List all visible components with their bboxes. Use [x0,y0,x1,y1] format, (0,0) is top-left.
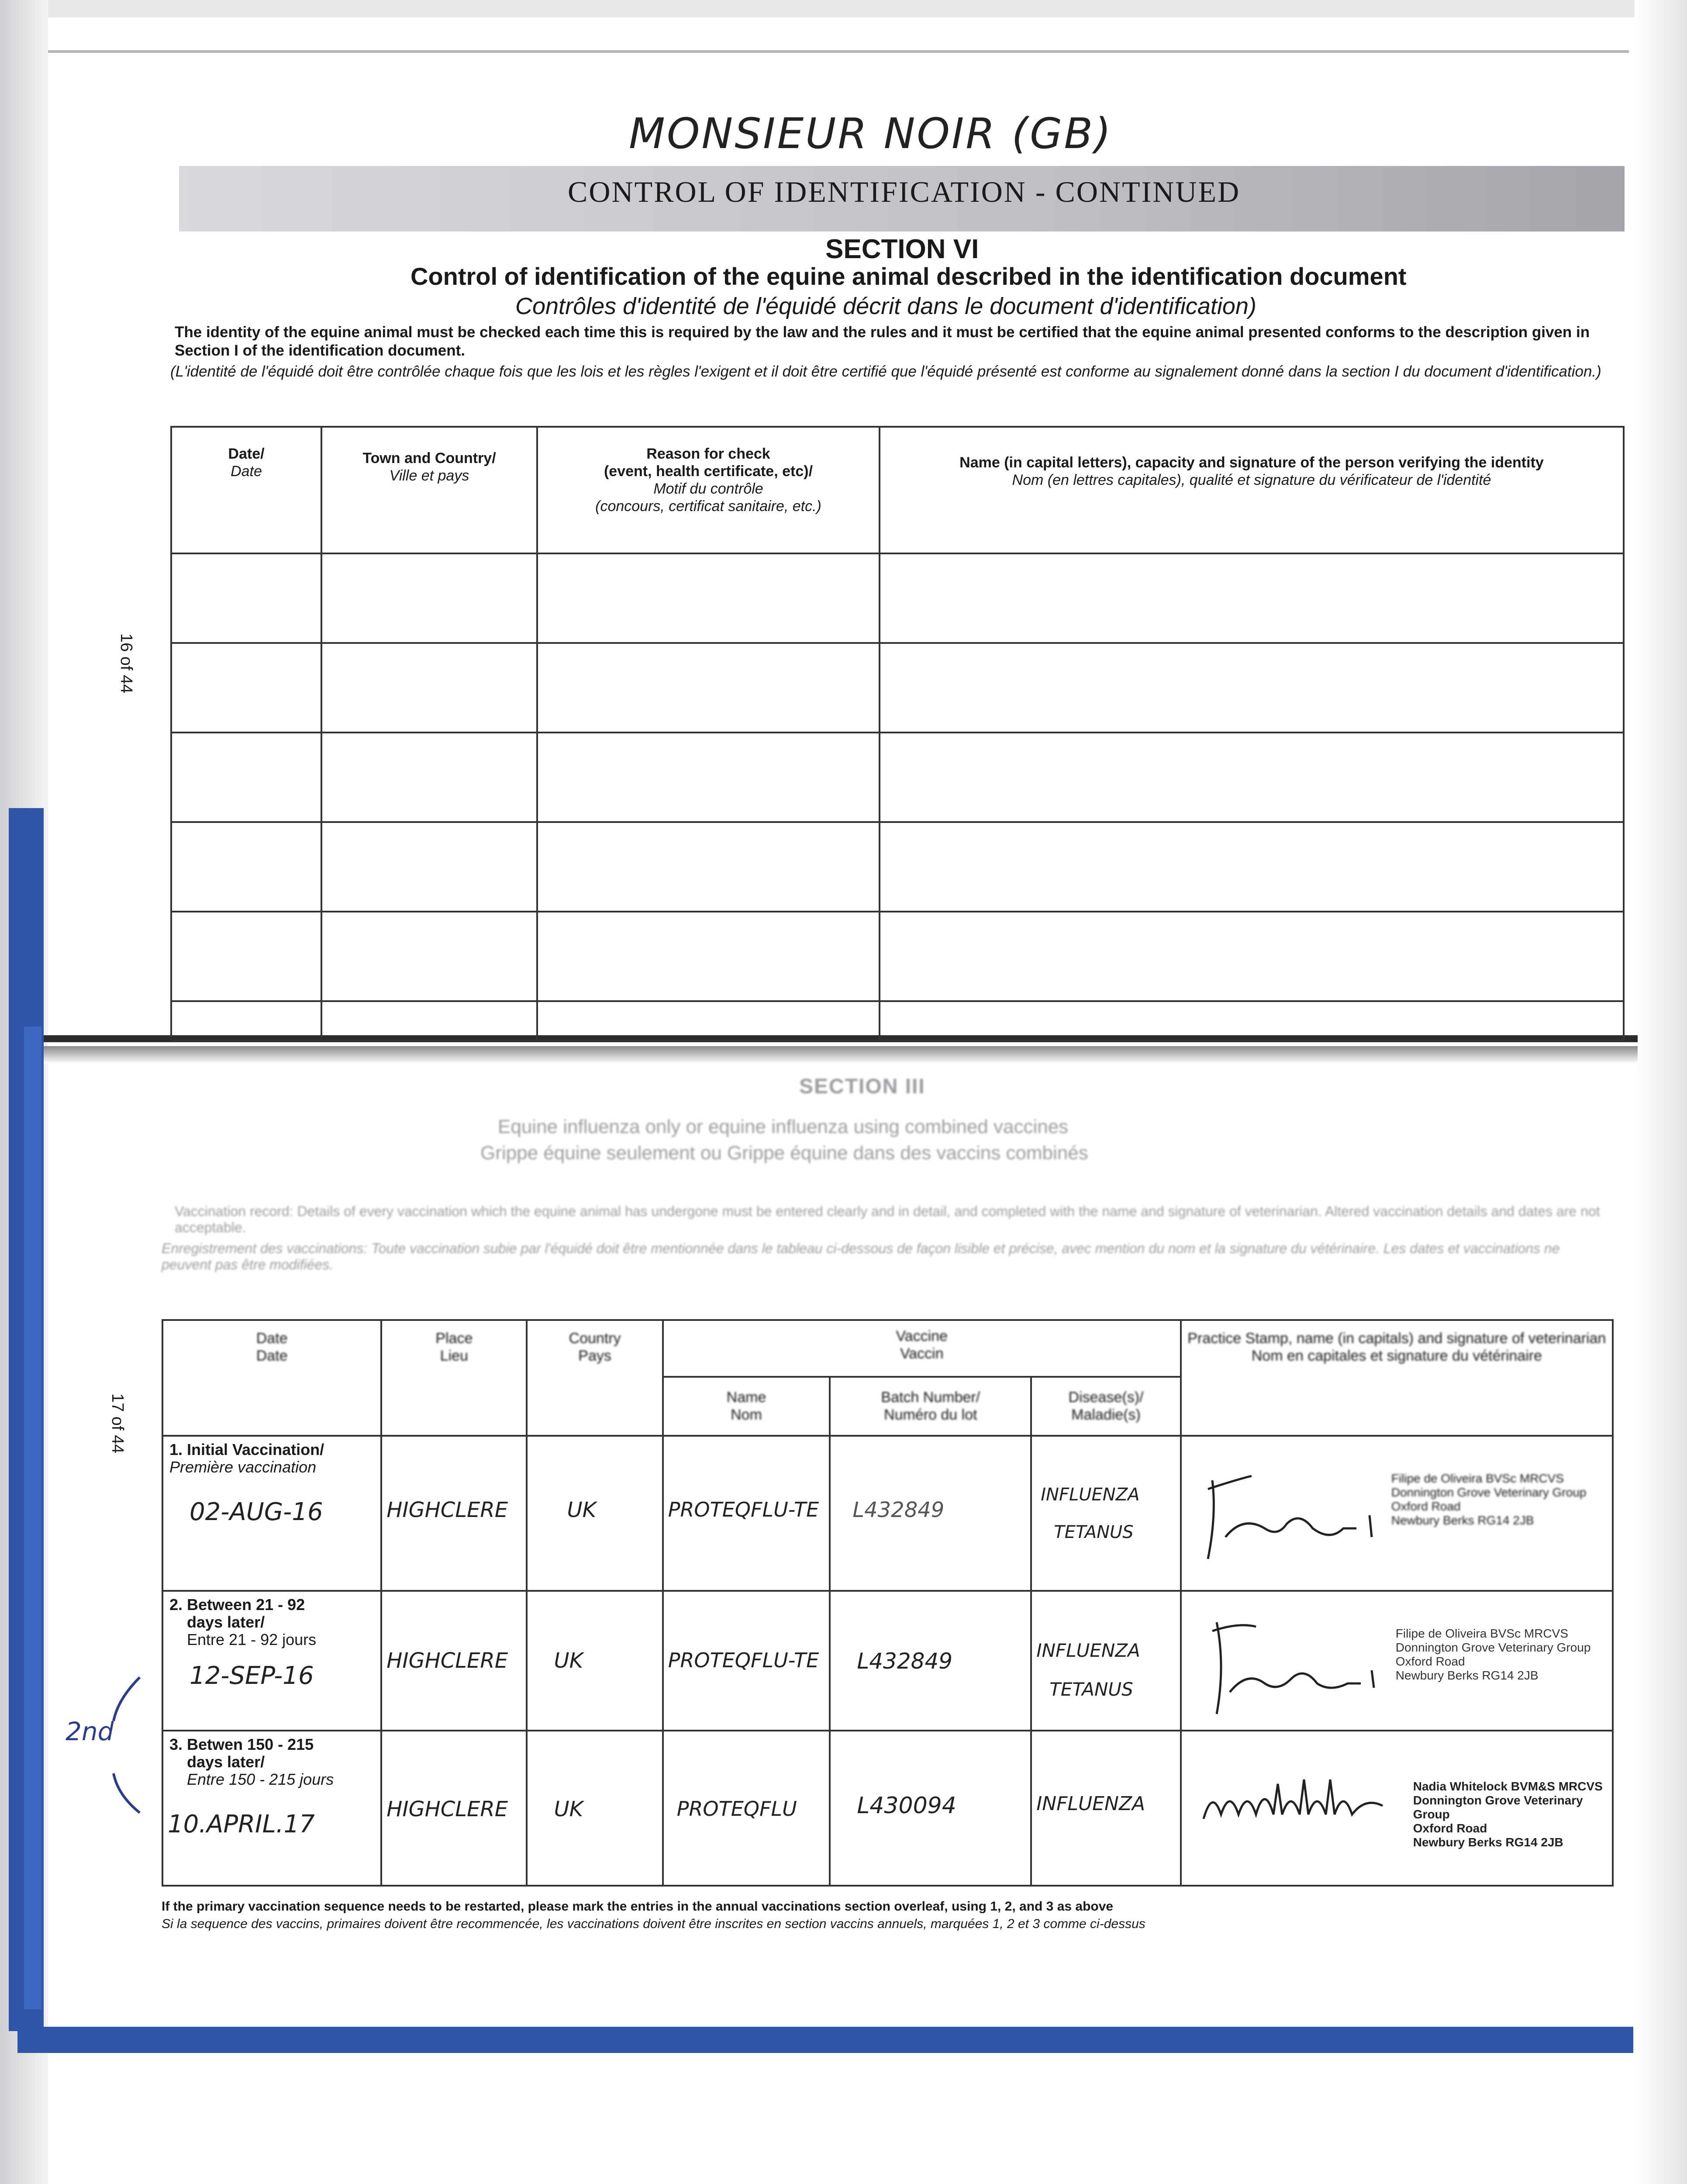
vac-row-1-disease-1: INFLUENZA [1041,1485,1140,1505]
col-date-fr: Date [231,463,262,480]
section-vi-intro-fr: (L'identité de l'équidé doit être contrôlée chaque fois que les lois et les règles l'exigent et il doit être certifié que l'équidé présenté est conforme au signalement donné dans la section I du document d'identification.) [170,363,1601,380]
vac-col-vaccine-en: Vaccine [896,1328,948,1344]
vac-col-country-fr: Pays [578,1348,611,1364]
identity-check-row [171,912,1624,1001]
vaccination-record-fr: Enregistrement des vaccinations: Toute vaccination subie par l'équidé doit être mentionnée dans le tableau ci-dessous de façon lisible et précise, avec mention du nom et la signature du vétérinaire. Les dates et vaccinations ne peuvent pas être modifiées. [162,1241,1560,1272]
identity-check-row [171,733,1624,822]
vet-1-road: Oxford Road [1391,1500,1461,1513]
section-iii-heading-en: Equine influenza only or equine influenza using combined vaccines [498,1116,1069,1137]
vet-signature-3 [1199,1771,1404,1836]
vac-col-batch-en: Batch Number/ [881,1389,980,1406]
identity-check-table [170,426,1625,1041]
vet-1-town: Newbury Berks RG14 2JB [1391,1514,1534,1527]
col-reason-en: Reason for check [646,446,770,462]
col-verifier-fr: Nom (en lettres capitales), qualité et signature du vérificateur de l'identité [1012,472,1491,488]
scan-edge-top [0,0,1687,17]
identity-check-header-row [171,427,1624,553]
identity-check-row [171,1001,1624,1040]
vac-col-stamp-en: Practice Stamp, name (in capitals) and signature of veterinarian [1187,1330,1606,1347]
vac-row-2-label-days: days later/ [187,1613,265,1631]
vac-row-3-country-cell [527,1731,662,1886]
vac-row-3-disease-1: INFLUENZA [1036,1793,1145,1815]
identity-check-row [171,822,1624,912]
vac-row-2-place-cell [381,1591,527,1731]
vac-col-country-en: Country [569,1330,621,1347]
vac-row-1-date: 02-AUG-16 [190,1498,323,1526]
vac-col-disease-header [1031,1377,1181,1436]
vac-col-stamp-fr: Nom en capitales et signature du vétérinaire [1251,1348,1542,1364]
booklet-edge [48,50,1629,53]
vac-row-1-disease-2: TETANUS [1054,1522,1134,1542]
vac-col-disease-fr: Maladie(s) [1071,1406,1141,1423]
identity-check-row [171,553,1624,643]
vet-signature-1 [1199,1463,1383,1568]
vac-row-2-stamp-cell [1181,1591,1613,1731]
vac-col-place-en: Place [435,1330,473,1347]
vaccination-row-2 [162,1591,1613,1731]
vet-1-name: Filipe de Oliveira BVSc MRCVS [1391,1472,1564,1485]
vac-row-2-country: UK [554,1648,583,1673]
vac-row-1-stamp-cell [1181,1436,1613,1591]
vac-row-1-place: HIGHCLERE [386,1498,508,1522]
vac-row-2-date: 12-SEP-16 [190,1662,314,1690]
vac-col-vaccine-header [663,1320,1181,1377]
vac-row-3-date-cell [162,1731,381,1886]
vet-2-name: Filipe de Oliveira BVSc MRCVS [1395,1627,1568,1640]
vac-row-1-disease-cell [1031,1436,1181,1591]
vac-row-3-batch: L430094 [857,1793,956,1819]
vac-row-3-date: 10.APRIL.17 [168,1810,315,1838]
vac-row-1-batch-cell [830,1436,1031,1591]
vac-row-2-vaccine-cell [663,1591,830,1731]
col-date-header [171,427,321,553]
vac-col-name-en: Name [726,1389,766,1406]
col-town-header [321,427,537,553]
vac-row-1-place-cell [381,1436,527,1591]
vac-row-2-vaccine: PROTEQFLU-TE [668,1648,819,1672]
vac-row-3-place: HIGHCLERE [386,1797,508,1821]
vac-row-3-vaccine: PROTEQFLU [676,1797,797,1821]
section-vi-heading-fr: Contrôles d'identité de l'équidé décrit dans le document d'identification) [515,293,1256,319]
vac-col-batch-header [830,1377,1031,1436]
footer-note-fr: Si la sequence des vaccins, primaires doivent être recommencée, les vaccinations doivent être inscrites en section vaccins annuels, marquées 1, 2 et 3 comme ci-dessus [162,1917,1145,1931]
vac-row-1-label-en: 1. Initial Vaccination/ [169,1441,324,1458]
vet-3-road: Oxford Road [1413,1821,1487,1835]
vac-col-country-header [527,1320,662,1436]
vac-row-3-country: UK [554,1797,583,1821]
margin-note: 2nd [66,1717,114,1746]
col-town-fr: Ville et pays [389,467,469,484]
section-iii-heading-fr: Grippe équine seulement ou Grippe équine dans des vaccins combinés [480,1142,1088,1164]
vet-3-practice: Donnington Grove Veterinary Group [1413,1794,1583,1821]
vet-2-practice: Donnington Grove Veterinary Group [1395,1641,1591,1654]
vac-row-2-disease-1: INFLUENZA [1036,1640,1140,1661]
page-number-16: 16 of 44 [117,633,135,694]
vac-row-1-vaccine-cell [663,1436,830,1591]
vac-col-place-header [381,1320,527,1436]
vac-row-3-place-cell [381,1731,527,1886]
vac-row-3-label-days: days later/ [187,1753,265,1771]
vac-col-date-fr: Date [256,1348,288,1364]
vac-row-3-batch-cell [830,1731,1031,1886]
col-reason-fr2: (concours, certificat sanitaire, etc.) [595,498,821,515]
section-vi-intro-en: The identity of the equine animal must be checked each time this is required by the law and the rules and it must be certified that the equine animal presented conforms to the description given in Section I of the identification document. [175,324,1590,359]
vaccination-row-3 [162,1731,1613,1886]
vac-col-stamp-header [1181,1320,1613,1436]
handwritten-horse-name: MONSIEUR NOIR (GB) [629,109,1113,158]
vac-row-3-disease-cell [1031,1731,1181,1886]
vac-row-1-country: UK [567,1498,597,1522]
section-vi-heading-en: Control of identification of the equine animal described in the identification document [411,263,1407,290]
page-fold-shadow [44,1046,1638,1064]
vaccination-header-row-1 [162,1320,1613,1377]
col-town-en: Town and Country/ [362,450,496,467]
passport-cover-bottom [17,2027,1633,2053]
col-reason-fr: Motif du contrôle [653,480,763,497]
vac-col-name-fr: Nom [731,1406,762,1423]
page-number-17: 17 of 44 [108,1393,127,1454]
vac-col-place-fr: Lieu [440,1348,468,1364]
vet-signature-2 [1199,1614,1383,1718]
vac-col-vaccine-fr: Vaccin [900,1345,944,1362]
identity-check-row [171,643,1624,733]
vac-row-3-stamp-cell [1181,1731,1613,1886]
passport-cover-spine-inner [24,1026,41,2009]
vac-row-2-disease-2: TETANUS [1049,1679,1133,1700]
vac-row-3-label-en: 3. Betwen 150 - 215 [169,1735,314,1753]
col-verifier-en: Name (in capital letters), capacity and signature of the person verifying the identity [959,454,1544,471]
vaccination-record-en: Vaccination record: Details of every vaccination which the equine animal has undergone must be entered clearly and in detail, and completed with the name and signature of veterinarian. Altered vaccination details and dates are not acceptable. [175,1203,1600,1235]
section-band-title: CONTROL OF IDENTIFICATION - CONTINUED [568,175,1241,208]
vac-col-date-en: Date [256,1330,288,1347]
vac-row-1-vaccine: PROTEQFLU-TE [668,1498,819,1521]
vac-row-1-label-fr: Première vaccination [169,1458,317,1476]
vet-1-practice: Donnington Grove Veterinary Group [1391,1486,1587,1499]
footer-note-en: If the primary vaccination sequence needs to be restarted, please mark the entries in the annual vaccinations section overleaf, using 1, 2, and 3 as above [162,1899,1114,1914]
col-reason-header [537,427,880,553]
vet-2-road: Oxford Road [1395,1655,1465,1668]
vet-3-name: Nadia Whitelock BVM&S MRCVS [1413,1780,1603,1793]
col-verifier-header [880,427,1624,553]
vaccination-table [162,1319,1614,1887]
vac-row-2-disease-cell [1031,1591,1181,1731]
section-vi-label: SECTION VI [825,234,979,264]
vet-2-town: Newbury Berks RG14 2JB [1395,1669,1539,1682]
vac-row-2-place: HIGHCLERE [386,1648,508,1673]
vac-row-2-batch-cell [830,1591,1031,1731]
vac-row-2-country-cell [527,1591,662,1731]
col-reason-en2: (event, health certificate, etc)/ [604,463,813,480]
scan-edge-right [1635,0,1687,2184]
vac-col-batch-fr: Numéro du lot [884,1406,977,1423]
vac-row-2-label-fr: Entre 21 - 92 jours [187,1631,317,1648]
vac-row-3-label-fr: Entre 150 - 215 jours [187,1770,334,1788]
vac-row-1-date-cell [162,1436,381,1591]
vac-row-3-vaccine-cell [663,1731,830,1886]
vac-row-2-label-en: 2. Between 21 - 92 [169,1596,305,1614]
vac-row-2-date-cell [162,1591,381,1731]
vac-row-1-batch: L432849 [852,1498,945,1522]
vac-col-disease-en: Disease(s)/ [1068,1389,1144,1406]
vac-row-2-batch: L432849 [857,1648,953,1674]
vac-row-1-country-cell [527,1436,662,1591]
col-date-en: Date/ [228,446,265,462]
vaccination-row-1 [162,1436,1613,1591]
section-iii-label: SECTION III [799,1075,925,1098]
vac-col-date-header [162,1320,381,1436]
vet-3-town: Newbury Berks RG14 2JB [1413,1835,1563,1849]
vac-col-name-header [663,1377,830,1436]
vac-row-3-disease-2 [1032,1815,1180,1819]
